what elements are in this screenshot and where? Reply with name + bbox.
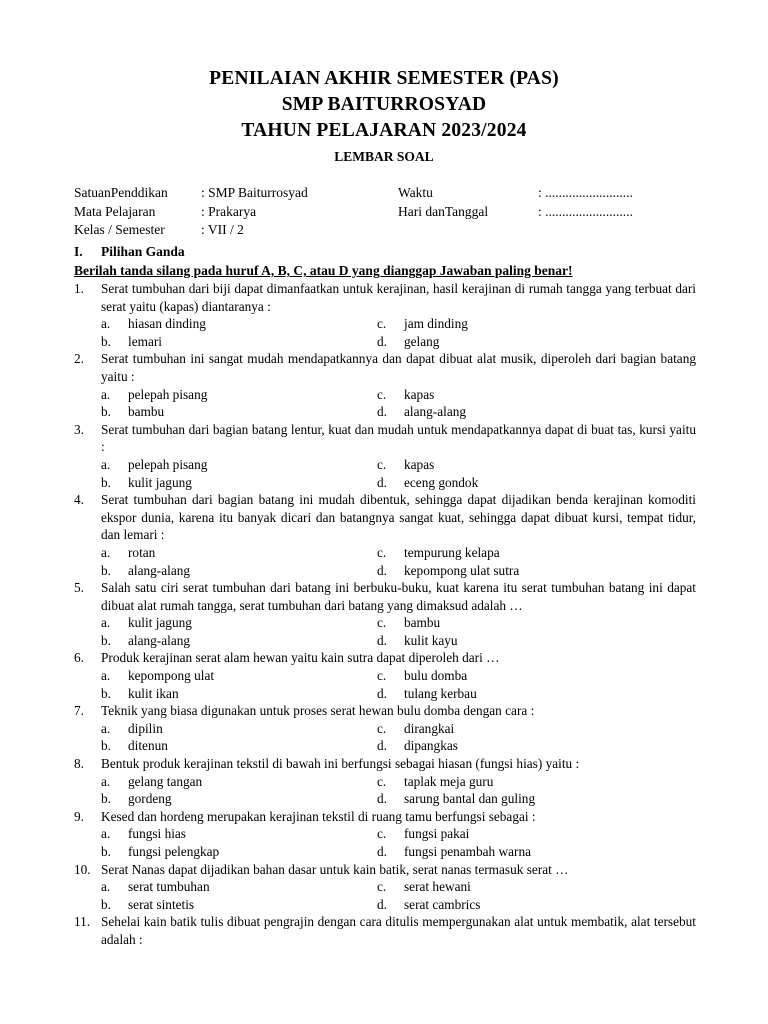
option-d[interactable] bbox=[376, 403, 696, 421]
info-row-school bbox=[74, 184, 714, 203]
option-text: serat tumbuhan bbox=[128, 879, 210, 895]
option-text: bambu bbox=[404, 615, 441, 631]
option-text: eceng gondok bbox=[404, 474, 479, 490]
option-text: kapas bbox=[404, 386, 435, 402]
option-letter: b. bbox=[101, 896, 111, 912]
question-item bbox=[74, 350, 696, 420]
option-letter: c. bbox=[377, 316, 387, 332]
question-text: Teknik yang biasa digunakan untuk proses serat hewan bulu domba dengan cara : bbox=[101, 703, 535, 719]
option-a[interactable] bbox=[74, 544, 376, 562]
option-letter: c. bbox=[377, 544, 387, 560]
question-text: Serat tumbuhan dari biji dapat dimanfaatkan untuk kerajinan, hasil kerajinan di rumah tangga yang terbuat dari serat yaitu (kapas) diantaranya : bbox=[101, 281, 696, 314]
option-b[interactable] bbox=[74, 562, 376, 580]
question-number: 7. bbox=[74, 703, 84, 719]
subject-label: Mata Pelajaran bbox=[74, 203, 156, 219]
option-text: alang-alang bbox=[128, 562, 191, 578]
option-c[interactable] bbox=[376, 720, 696, 738]
question-text: Serat tumbuhan ini sangat mudah mendapatkannya dan dapat dibuat alat musik, diperoleh dari bagian batang yaitu : bbox=[101, 351, 696, 384]
option-letter: c. bbox=[377, 615, 387, 631]
option-text: serat sintetis bbox=[128, 896, 195, 912]
option-letter: a. bbox=[101, 316, 111, 332]
answer-options bbox=[74, 544, 696, 579]
school-name: SMP BAITURROSYAD bbox=[281, 94, 487, 115]
option-text: kapas bbox=[404, 456, 435, 472]
option-a[interactable] bbox=[74, 773, 376, 791]
option-text: dipilin bbox=[128, 720, 163, 736]
option-d[interactable] bbox=[376, 685, 696, 703]
option-b[interactable] bbox=[74, 843, 376, 861]
question-number: 3. bbox=[74, 421, 84, 437]
question-list bbox=[74, 280, 696, 949]
option-text: bulu domba bbox=[404, 668, 468, 684]
option-letter: a. bbox=[101, 879, 111, 895]
question-text: Kesed dan hordeng merupakan kerajinan tekstil di ruang tamu berfungsi sebagai : bbox=[101, 808, 536, 824]
option-letter: c. bbox=[377, 720, 387, 736]
option-text: dipangkas bbox=[404, 738, 458, 754]
option-letter: d. bbox=[377, 844, 387, 859]
option-d[interactable] bbox=[376, 896, 696, 914]
option-b[interactable] bbox=[74, 737, 376, 755]
option-text: fungsi penambah warna bbox=[404, 844, 532, 859]
question-number: 4. bbox=[74, 492, 84, 508]
option-a[interactable] bbox=[74, 825, 376, 843]
option-letter: b. bbox=[101, 404, 111, 420]
instruction-text: Berilah tanda silang pada huruf A, B, C, atau D yang dianggap Jawaban paling benar! bbox=[74, 263, 573, 278]
question-text: Produk kerajinan serat alam hewan yaitu kain sutra dapat diperoleh dari … bbox=[101, 650, 500, 666]
question-number: 6. bbox=[74, 650, 84, 666]
question-item bbox=[74, 702, 696, 755]
question-item bbox=[74, 861, 696, 914]
option-b[interactable] bbox=[74, 632, 376, 650]
option-b[interactable] bbox=[74, 333, 376, 351]
answer-options bbox=[74, 825, 696, 860]
question-text: Serat tumbuhan dari bagian batang ini mudah dibentuk, sehingga dapat dijadikan benda kerajinan komoditi ekspor dunia, karena itu banyak dicari dan batangnya sangat kuat, sehingga dapat dibuat kursi, tempat tidur, dan lemari : bbox=[101, 492, 696, 543]
option-letter: a. bbox=[101, 720, 111, 736]
option-letter: c. bbox=[377, 773, 387, 789]
question-item bbox=[74, 579, 696, 649]
option-text: bambu bbox=[128, 404, 165, 420]
option-d[interactable] bbox=[376, 790, 696, 808]
option-d[interactable] bbox=[376, 474, 696, 492]
option-text: kepompong ulat sutra bbox=[404, 562, 520, 578]
answer-options bbox=[74, 667, 696, 702]
option-letter: a. bbox=[101, 615, 111, 631]
option-d[interactable] bbox=[376, 843, 696, 861]
option-letter: c. bbox=[377, 386, 387, 402]
option-b[interactable] bbox=[74, 790, 376, 808]
option-c[interactable] bbox=[376, 544, 696, 562]
info-row-class bbox=[74, 221, 714, 240]
answer-options bbox=[74, 878, 696, 913]
option-text: serat hewani bbox=[404, 879, 471, 895]
option-text: kulit ikan bbox=[128, 685, 179, 701]
option-letter: c. bbox=[377, 826, 387, 842]
option-letter: d. bbox=[377, 562, 387, 578]
document-header bbox=[0, 66, 768, 166]
option-letter: b. bbox=[101, 632, 111, 648]
option-a[interactable] bbox=[74, 386, 376, 404]
option-letter: d. bbox=[377, 333, 387, 349]
option-d[interactable] bbox=[376, 737, 696, 755]
question-text: Serat tumbuhan dari bagian batang lentur, kuat dan mudah untuk mendapatkannya dapat di buat tas, kursi yaitu : bbox=[101, 421, 696, 455]
answer-options bbox=[74, 614, 696, 649]
option-text: sarung bantal dan guling bbox=[404, 791, 536, 807]
option-text: fungsi hias bbox=[128, 826, 186, 842]
option-b[interactable] bbox=[74, 896, 376, 914]
option-text: dirangkai bbox=[404, 720, 455, 736]
question-number: 8. bbox=[74, 756, 84, 772]
answer-options bbox=[74, 456, 696, 491]
option-a[interactable] bbox=[74, 667, 376, 685]
option-letter: a. bbox=[101, 773, 111, 789]
option-c[interactable] bbox=[376, 315, 696, 333]
option-text: alang-alang bbox=[128, 632, 191, 648]
option-text: rotan bbox=[128, 544, 156, 560]
option-a[interactable] bbox=[74, 720, 376, 738]
academic-year: TAHUN PELAJARAN 2023/2024 bbox=[241, 120, 527, 141]
school-unit-value: : SMP Baiturrosyad bbox=[201, 185, 308, 200]
answer-options bbox=[74, 315, 696, 350]
option-text: kulit kayu bbox=[404, 632, 458, 648]
option-c[interactable] bbox=[376, 386, 696, 404]
option-c[interactable] bbox=[376, 667, 696, 685]
school-unit-label: SatuanPenddikan bbox=[74, 185, 168, 200]
option-text: fungsi pakai bbox=[404, 826, 470, 842]
question-item bbox=[74, 649, 696, 702]
class-label: Kelas / Semester bbox=[74, 222, 165, 237]
option-text: kepompong ulat bbox=[128, 668, 215, 684]
exam-info bbox=[74, 184, 714, 240]
question-item bbox=[74, 808, 696, 861]
option-text: kulit jagung bbox=[128, 474, 192, 490]
option-letter: d. bbox=[377, 791, 387, 807]
option-letter: d. bbox=[377, 632, 387, 648]
option-letter: a. bbox=[101, 456, 111, 472]
option-text: kulit jagung bbox=[128, 615, 192, 631]
option-text: tempurung kelapa bbox=[404, 544, 500, 560]
section-title: Pilihan Ganda bbox=[101, 244, 185, 259]
option-text: gelang tangan bbox=[128, 773, 203, 789]
option-c[interactable] bbox=[376, 825, 696, 843]
option-letter: a. bbox=[101, 826, 111, 842]
option-letter: c. bbox=[377, 668, 387, 684]
option-c[interactable] bbox=[376, 773, 696, 791]
option-letter: d. bbox=[377, 896, 387, 912]
question-item bbox=[74, 280, 696, 350]
option-a[interactable] bbox=[74, 315, 376, 333]
answer-options bbox=[74, 773, 696, 808]
option-letter: b. bbox=[101, 738, 111, 754]
option-text: taplak meja guru bbox=[404, 773, 494, 789]
question-number: 2. bbox=[74, 351, 84, 367]
option-letter: b. bbox=[101, 562, 111, 578]
option-text: lemari bbox=[128, 333, 162, 349]
question-item bbox=[74, 491, 696, 579]
option-text: pelepah pisang bbox=[128, 386, 208, 402]
option-text: gelang bbox=[404, 333, 440, 349]
option-letter: d. bbox=[377, 474, 387, 490]
option-letter: b. bbox=[101, 844, 111, 859]
option-d[interactable] bbox=[376, 562, 696, 580]
question-text: Salah satu ciri serat tumbuhan dari batang ini berbuku-buku, kuat karena itu serat tumbuhan batang ini dapat dibuat alat rumah tangga, serat tumbuhan dari batang yang dimaksud adalah … bbox=[101, 580, 696, 613]
option-letter: b. bbox=[101, 685, 111, 701]
question-text: Bentuk produk kerajinan tekstil di bawah ini berfungsi sebagai hiasan (fungsi hias) yaitu : bbox=[101, 756, 580, 772]
question-text: Serat Nanas dapat dijadikan bahan dasar untuk kain batik, serat nanas termasuk serat … bbox=[101, 861, 569, 877]
option-text: ditenun bbox=[128, 738, 168, 754]
option-c[interactable] bbox=[376, 456, 696, 474]
option-text: tulang kerbau bbox=[404, 685, 477, 701]
section-number: I. bbox=[74, 244, 83, 259]
option-b[interactable] bbox=[74, 474, 376, 492]
option-b[interactable] bbox=[74, 685, 376, 703]
question-number: 11. bbox=[74, 914, 91, 930]
subject-value: : Prakarya bbox=[201, 203, 257, 219]
option-a[interactable] bbox=[74, 456, 376, 474]
date-label: Hari danTanggal bbox=[398, 203, 489, 219]
option-c[interactable] bbox=[376, 878, 696, 896]
option-letter: b. bbox=[101, 333, 111, 349]
option-text: fungsi pelengkap bbox=[128, 844, 220, 859]
option-letter: c. bbox=[377, 456, 387, 472]
option-text: jam dinding bbox=[404, 316, 468, 332]
question-item bbox=[74, 755, 696, 808]
question-number: 5. bbox=[74, 580, 84, 596]
option-a[interactable] bbox=[74, 614, 376, 632]
option-letter: a. bbox=[101, 386, 111, 402]
class-value: : VII / 2 bbox=[201, 222, 244, 237]
option-text: pelepah pisang bbox=[128, 456, 208, 472]
time-label: Waktu bbox=[398, 185, 433, 200]
answer-options bbox=[74, 720, 696, 755]
info-row-subject bbox=[74, 203, 714, 222]
question-number: 10. bbox=[74, 861, 91, 877]
time-value: : .......................... bbox=[538, 185, 633, 200]
option-letter: d. bbox=[377, 685, 387, 701]
option-text: serat cambrics bbox=[404, 896, 481, 912]
option-d[interactable] bbox=[376, 632, 696, 650]
answer-options bbox=[74, 386, 696, 421]
date-value: : .......................... bbox=[538, 203, 633, 219]
option-letter: d. bbox=[377, 738, 387, 754]
option-letter: b. bbox=[101, 791, 111, 807]
option-letter: d. bbox=[377, 404, 387, 420]
question-item bbox=[74, 913, 696, 948]
question-text: Sehelai kain batik tulis dibuat pengrajin dengan cara ditulis mempergunakan alat untuk membatik, alat tersebut adalah : bbox=[101, 914, 696, 947]
option-letter: b. bbox=[101, 474, 111, 490]
option-letter: a. bbox=[101, 544, 111, 560]
option-c[interactable] bbox=[376, 614, 696, 632]
option-text: alang-alang bbox=[404, 404, 467, 420]
option-text: hiasan dinding bbox=[128, 316, 206, 332]
option-d[interactable] bbox=[376, 333, 696, 351]
option-letter: c. bbox=[377, 879, 387, 895]
exam-title: PENILAIAN AKHIR SEMESTER (PAS) bbox=[209, 68, 559, 89]
option-letter: a. bbox=[101, 668, 111, 684]
question-number: 1. bbox=[74, 281, 84, 296]
option-b[interactable] bbox=[74, 403, 376, 421]
option-text: gordeng bbox=[128, 791, 172, 807]
question-number: 9. bbox=[74, 808, 84, 824]
sheet-subtitle: LEMBAR SOAL bbox=[334, 149, 434, 164]
question-item bbox=[74, 421, 696, 491]
option-a[interactable] bbox=[74, 878, 376, 896]
